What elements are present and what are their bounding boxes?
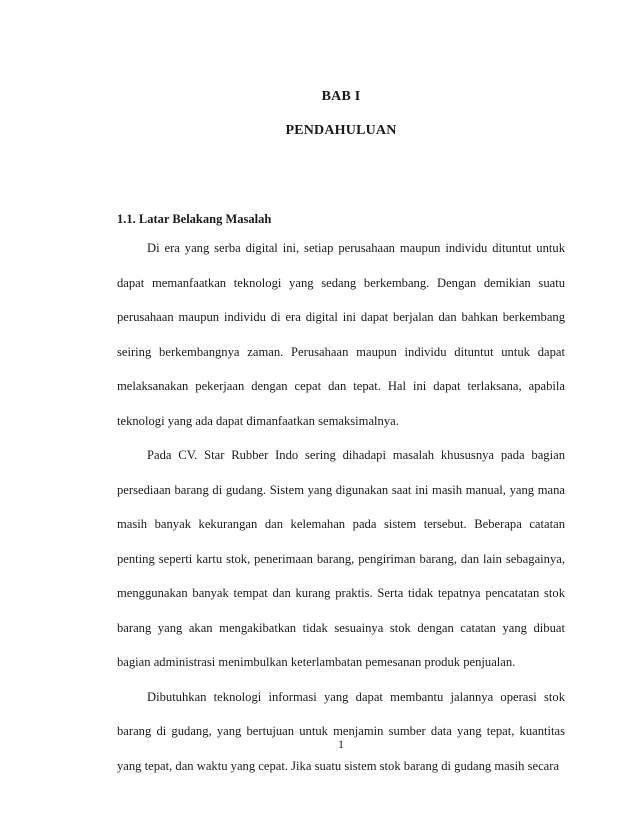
chapter-title: PENDAHULUAN	[285, 123, 397, 138]
paragraph: Dibutuhkan teknologi informasi yang dapat membantu jalannya operasi stok barang di gudang, yang bertujuan untuk menjamin sumber data yang tepat, kuantitas yang tepat, dan waktu yang cepat. Jika suatu sistem stok barang di gudang masih secara	[117, 689, 565, 773]
page-number: 1	[338, 737, 344, 751]
chapter-number: BAB I	[321, 89, 361, 104]
section-heading: 1.1. Latar Belakang Masalah	[117, 212, 272, 226]
paragraph: Di era yang serba digital ini, setiap perusahaan maupun individu dituntut untuk dapat memanfaatkan teknologi yang sedang berkembang. Dengan demikian suatu perusahaan maupun individu di era digital ini dapat berjalan dan bahkan berkembang seiring berkembangnya zaman. Perusahaan maupun individu dituntut untuk dapat melaksanakan pekerjaan dengan cepat dan tepat. Hal ini dapat terlaksana, apabila teknologi yang ada dapat dimanfaatkan semaksimalnya.	[117, 241, 565, 428]
paragraph: Pada CV. Star Rubber Indo sering dihadapi masalah khususnya pada bagian persediaan barang di gudang. Sistem yang digunakan saat ini masih manual, yang mana masih banyak kekurangan dan kelemahan pada sistem tersebut. Beberapa catatan penting seperti kartu stok, penerimaan barang, pengiriman barang, dan lain sebagainya, menggunakan banyak tempat dan kurang praktis. Serta tidak tepatnya pencatatan stok barang yang akan mengakibatkan tidak sesuainya stok dengan catatan yang dibuat bagian administrasi menimbulkan keterlambatan pemesanan produk penjualan.	[117, 448, 565, 669]
body-text	[117, 231, 565, 783]
